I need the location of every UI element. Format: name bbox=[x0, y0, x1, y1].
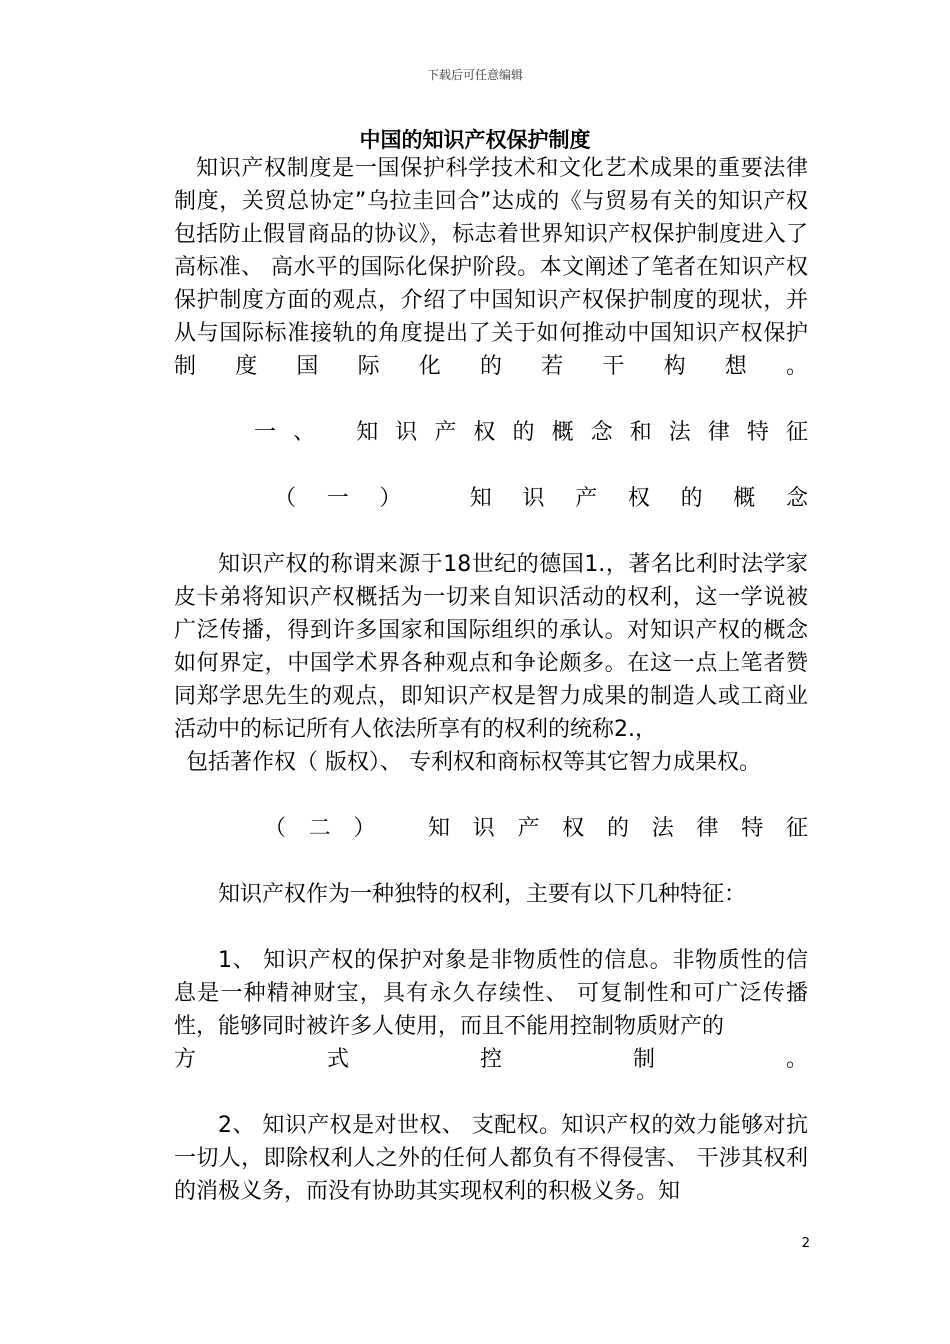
feature-item-1: 1、 知识产权的保护对象是非物质性的信息。非物质性的信息是一种精神财宝，具有永久存续性、 可复制性和可广泛传播性，能够同时被许多人使用，而且不能用控制物质财产的 bbox=[174, 948, 808, 1039]
features-intro: 知识产权作为一种独特的权利，主要有以下几种特征： bbox=[218, 882, 747, 907]
page-header: 下载后可任意编辑 bbox=[426, 68, 523, 82]
document-title: 中国的知识产权保护制度 bbox=[359, 128, 591, 152]
concept-paragraph: 知识产权的称谓来源于18世纪的德国1.，著名比利时法学家皮卡弟将知识产权概括为一切来自知识活动的权利，这一学说被广泛传播，得到许多国家和国际组织的承认。对知识产权的概念如何界定，中国学术界各种观点和争论颇多。在这一点上笔者赞同郑学思先生的观点，即知识产权是智力成果的制造人或工商业活动中的标记所有人依法所享有的权利的统称2.， bbox=[174, 552, 808, 742]
subsection-heading-2: （二） 知识产权的法律特征 bbox=[264, 816, 808, 841]
document-body bbox=[174, 152, 808, 1208]
section-heading: 一、 知识产权的概念和法律特征 bbox=[254, 420, 808, 445]
feature-item-2: 2、 知识产权是对世权、 支配权。知识产权的效力能够对抗一切人，即除权利人之外的任何人都负有不得侵害、 干涉其权利的消极义务，而没有协助其实现权利的积极义务。知 bbox=[174, 1113, 808, 1204]
subsection-heading-1: （一） 知识产权的概念 bbox=[274, 486, 808, 511]
page-number: 2 bbox=[801, 1236, 810, 1251]
concept-paragraph-end: 包括著作权（ 版权）、 专利权和商标权等其它智力成果权。 bbox=[186, 750, 761, 775]
feature-item-1-end: 方式控制。 bbox=[174, 1047, 808, 1072]
abstract-paragraph: 知识产权制度是一国保护科学技术和文化艺术成果的重要法律制度，关贸总协定”乌拉圭回合”达成的《与贸易有关的知识产权包括防止假冒商品的协议》，标志着世界知识产权保护制度进入了高标准、 高水平的国际化保护阶段。本文阐述了笔者在知识产权保护制度方面的观点，介绍了中国知识产权保护制度的现状，并从与国际标准接轨的角度提出了关于如何推动中国知识产权保护制度国际化的若干构想。 bbox=[174, 156, 808, 379]
